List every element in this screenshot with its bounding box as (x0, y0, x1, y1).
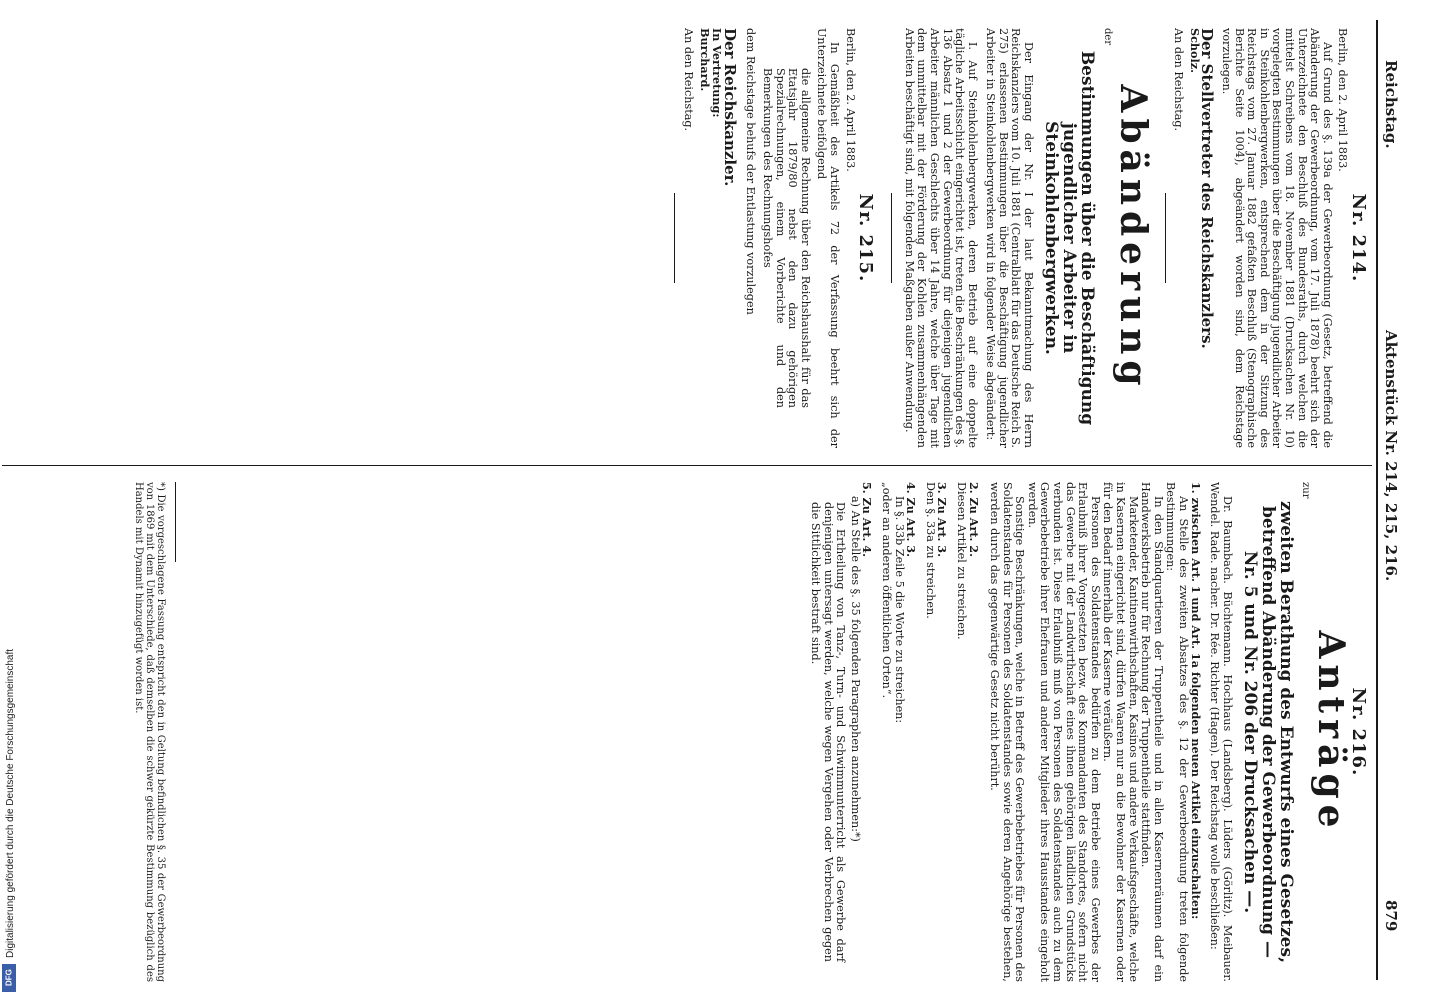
nr215-closing: dem Reichstage behufs der Entlastung vorzulegen (744, 28, 758, 315)
abaenderung-der: der (1101, 28, 1113, 46)
abaenderung-intro: Der Eingang der Nr. I der laut Bekanntmachung des Herrn Reichskanzlers vom 10. Juli 1881 (Centralblatt für das Deutsche Reich S. 275) erlassenen Bestimmungen über die Beschäftigung jugendlicher Arbeiter in Steinkohlenbergwerken wird in folgender Weise abgeändert: (984, 28, 1036, 448)
nr215-signer-sub: In Vertretung: (710, 28, 725, 118)
nr216-para2: Marketender, Kantinenwirthschaften, Kasinos und andere Verkaufsgeschäfte, welche in Kasernen eingerichtet sind, dürfen Waaren nur an die Bewohner der Kasernen oder für den Bedarf innerhalb der Kaserne veräußern. (1101, 482, 1140, 982)
nr216-zur: zur (1300, 482, 1312, 499)
footnote-rule (175, 482, 176, 562)
abaenderung-item: I. Auf Steinkohlenbergwerken, deren Betrieb auf eine doppelte tägliche Arbeitsschicht eingerichtet ist, treten die Beschränkungen des §. 136 Absatz 1 und 2 der Gewerbeordnung für diejenigen jugendlichen Arbeiter männlichen Geschlechts über 14 Jahre, welche über Tage mit dem unmittelbar mit der Förderung der Kohlen zusammenhängenden Arbeiten beschäftigt sind, mit folgenden Maßgaben außer Anwendung. (902, 28, 979, 448)
nr216-para1: In den Standquartieren der Truppentheile und in allen Kasernenräumen darf ein Handwerksbetrieb nur für Rechnung der Truppentheile stattfinden. (1139, 482, 1165, 982)
right-column (806, 482, 1369, 982)
nr216-item2-text: Diesen Artikel zu streichen. (954, 482, 968, 640)
nr216-number: Nr. 216. (1348, 687, 1369, 777)
nr216-item4: 4. Zu Art. 3. (904, 482, 919, 557)
nr215-intro: In Gemäßheit des Artikels 72 der Verfassung beehrt sich der Unterzeichnete beifolgend (815, 28, 841, 448)
separator (674, 193, 675, 283)
footnote-text: *) Die vorgeschlagene Fassung entspricht den in Geltung befindlichen §. 35 der Gewerbeordnung von 1869 mit dem Unterschiede, daß demselben die schwer gekürzte Bestimmung bezüglich des Handels mit Dynamit hinzugefügt worden ist. (132, 482, 166, 982)
abaenderung-title: Abänderung (1111, 84, 1154, 392)
nr216-subtitle: zweiten Berathung des Entwurfs eines Gesetzes, betreffend Abänderung der Gewerbeordnung — Nr. 5 und Nr. 206 der Drucksachen —. (1239, 501, 1296, 963)
header-center: Aktenstück Nr. 214, 215, 216. (1382, 330, 1400, 582)
nr216-item3: 3. Zu Art. 3. (935, 482, 950, 557)
page-number: 879 (1382, 900, 1400, 932)
abaenderung-subtitle: Bestimmungen über die Beschäftigung jugendlicher Arbeiter in Steinkohlenbergwerken. (1041, 50, 1098, 426)
nr216-para4: Sonstige Beschränkungen, welche in Betreff des Gewerbebetriebes für Personen des Soldatenstandes für Personen des Soldatenstandes sowie deren Angehörige bestehen, werden durch das gegenwärtige Gesetz nicht berührt. (988, 482, 1027, 982)
nr216-item5-a: a) An Stelle des §. 35 folgenden Paragraphen anzunehmen:*) (848, 496, 862, 842)
nr214-body: Auf Grund des §. 139a der Gewerbeordnung (Gesetz, betreffend die Abänderung der Gewerbeordnung, vom 17. Juli 1878) beehrt sich der Unterzeichnete den Beschluß des Bundesraths, durch welchen die mittelst Schreibens vom 18. November 1881 (Drucksachen Nr. 10) vorgelegten Bestimmungen über die Beschäftigung jugendlicher Arbeiter in Steinkohlenbergwerken, entsprechend dem in der Sitzung des Reichstags vom 27. Januar 1882 gefaßten Beschluß (Stenographische Berichte Seite 1004), abgeändert worden sind, dem Reichstage vorzulegen. (1220, 28, 1334, 448)
nr216-item1-text: An Stelle des zweiten Absatzes des §. 12 der Gewerbeordnung treten folgende Bestimmungen: (1164, 482, 1191, 982)
nr214-signer-name: Scholz. (1187, 28, 1202, 73)
nr216-item4-text: In §. 33b Zeile 5 die Worte zu streichen: (892, 496, 906, 724)
nr214-dateline: Berlin, den 2. April 1883. (1336, 28, 1350, 172)
left-column (668, 28, 1369, 448)
nr216-item5: 5. Zu Art. 4. (860, 482, 875, 557)
header-left: Reichstag. (1382, 60, 1400, 149)
nr215-dateline: Berlin, den 2. April 1883. (843, 28, 857, 172)
dfg-credit-text: Digitalisierung gefördert durch die Deutsche Forschungsgemeinschaft (5, 648, 16, 958)
dfg-logo: DFG (2, 964, 16, 992)
nr216-item3-text: Den §. 33a zu streichen. (923, 482, 937, 619)
nr215-body: die allgemeine Rechnung über den Reichshaushalt für das Etatsjahr 1879/80 nebst den dazu gehörigen Spezialrechnungen, einem Vorberichte und den Bemerkungen des Rechnungshofes (761, 68, 812, 408)
nr216-item1: 1. zwischen Art. 1 und Art. 1a folgenden neuen Artikel einzuschalten: (1188, 482, 1203, 920)
nr216-item2: 2. Zu Art. 2. (966, 482, 981, 557)
nr214-addressee: An den Reichstag. (1172, 28, 1186, 132)
nr215-addressee: An den Reichstag. (682, 28, 696, 132)
separator (891, 193, 892, 283)
nr215-signer-title: Der Reichskanzler. (720, 28, 739, 187)
separator (1165, 193, 1166, 283)
header-rule (1376, 20, 1378, 980)
nr214-signer-title: Der Stellvertreter des Reichskanzlers. (1198, 28, 1217, 349)
footnote (132, 482, 166, 982)
nr216-item5-text: Die Ertheilung von Tanz-, Turn- und Schwimmunterricht als Gewerbe darf denjenigen untersagt werden, welche wegen Vergehen oder Verbrechen gegen die Sittlichkeit bestraft sind. (809, 502, 848, 962)
nr216-title: Anträge (1310, 630, 1353, 834)
nr215-number: Nr. 215. (855, 193, 877, 283)
nr216-movers: Dr. Baumbach. Büchtemann. Hochhaus (Landsberg). Lüders (Görlitz). Meibauer. Wendel. Rade. nacher. Dr. Rée. Richter (Hagen). Der Reichstag wolle beschließen: (1208, 482, 1234, 982)
nr216-para3: Personen des Soldatenstandes bedürfen zu dem Betriebe eines Gewerbes der Erlaubniß ihrer Vorgesetzten bezw. des Kommandanten des Standortes, sofern nicht das Gewerbe mit der Landwirthschaft eines ihnen gehörigen ländlichen Grundstücks verbunden ist. Diese Erlaubniß muß von Personen des Soldatenstandes auch zu dem Gewerbebetriebe ihrer Ehefrauen und anderer Mitglieder ihres Hausstandes eingeholt werden. (1025, 482, 1102, 982)
nr215-signer-name: Burchard. (697, 28, 712, 92)
nr214-number: Nr. 214. (1348, 193, 1369, 283)
nr216-item4-quote: „oder an anderen öffentlichen Orten“. (879, 482, 893, 699)
column-divider (2, 465, 1372, 466)
